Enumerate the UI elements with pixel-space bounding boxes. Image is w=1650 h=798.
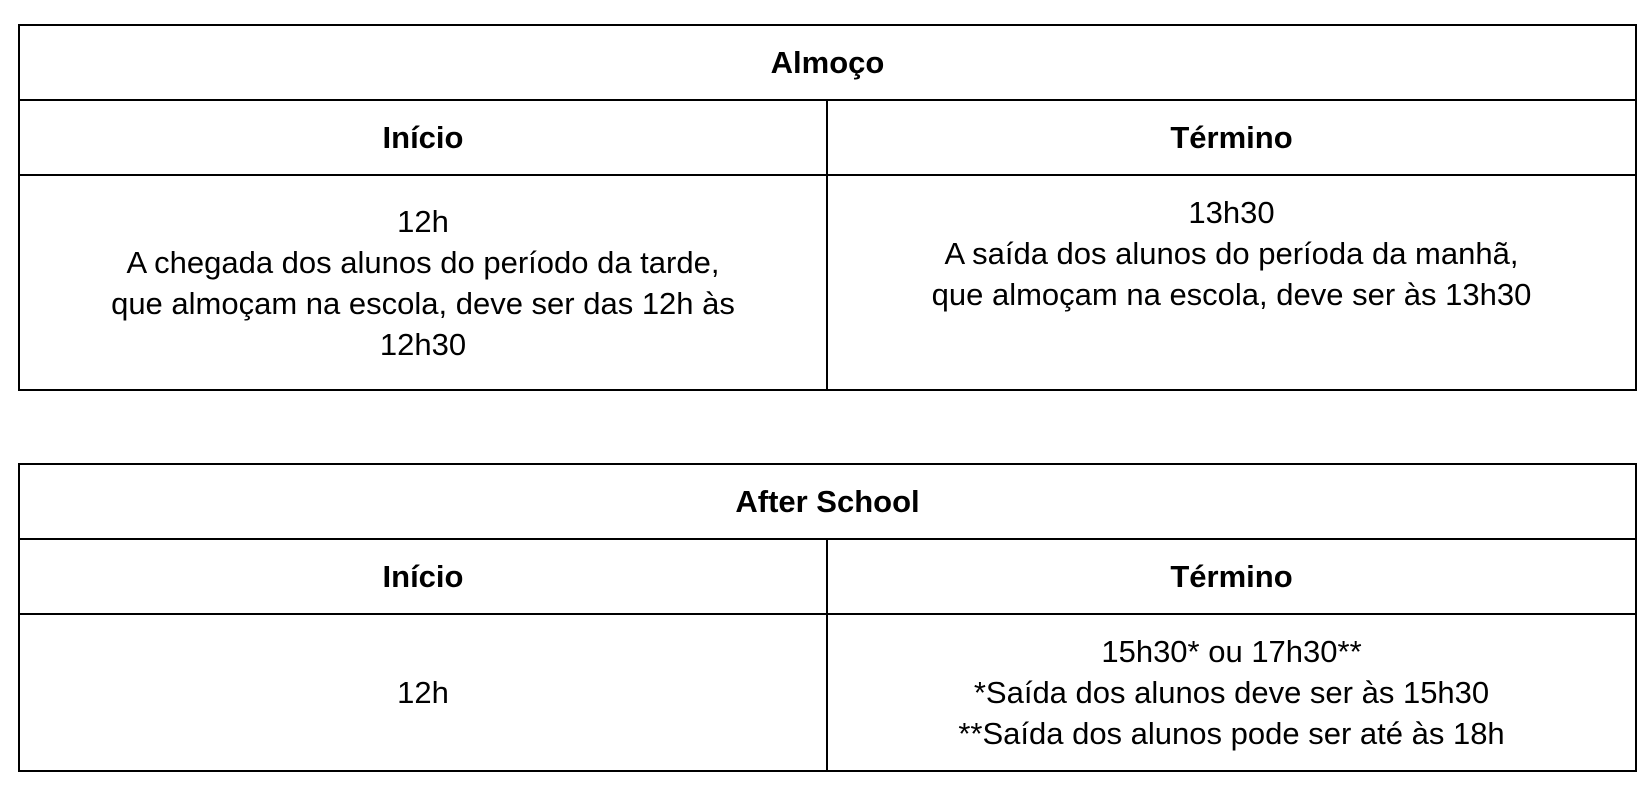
after-school-end-note-line-1: *Saída dos alunos deve ser às 15h30 [973,675,1490,710]
lunch-table-title: Almoço [19,25,1636,100]
lunch-start-note-line-1: A chegada dos alunos do período da tarde, [126,244,720,280]
lunch-start-note-line-2: que almoçam na escola, deve ser das 12h às [111,285,735,321]
lunch-start-note-line-3: 12h30 [379,326,467,362]
after-school-end-time: 15h30* ou 17h30** [1101,634,1362,669]
after-school-start-cell [19,614,827,771]
after-school-table-title: After School [19,464,1636,539]
table-row [19,614,1636,771]
lunch-end-header: Término [827,100,1636,175]
lunch-start-cell [19,175,827,390]
lunch-end-note-line-2: que almoçam na escola, deve ser às 13h30 [931,277,1532,312]
table-header-row [19,100,1636,175]
table-row [19,175,1636,390]
table-title-row [19,25,1636,100]
after-school-start-time: 12h [397,675,449,710]
table-title-row [19,464,1636,539]
lunch-schedule-table [18,24,1637,391]
after-school-schedule-table [18,463,1637,772]
after-school-end-header: Término [827,539,1636,614]
lunch-end-time: 13h30 [1188,195,1275,230]
table-header-row [19,539,1636,614]
after-school-start-header: Início [19,539,827,614]
lunch-end-cell [827,175,1636,390]
after-school-end-cell [827,614,1636,771]
after-school-end-note-line-2: **Saída dos alunos pode ser até às 18h [958,716,1505,751]
lunch-start-header: Início [19,100,827,175]
lunch-start-time: 12h [397,203,449,239]
lunch-end-note-line-1: A saída dos alunos do períoda da manhã, [944,236,1519,271]
